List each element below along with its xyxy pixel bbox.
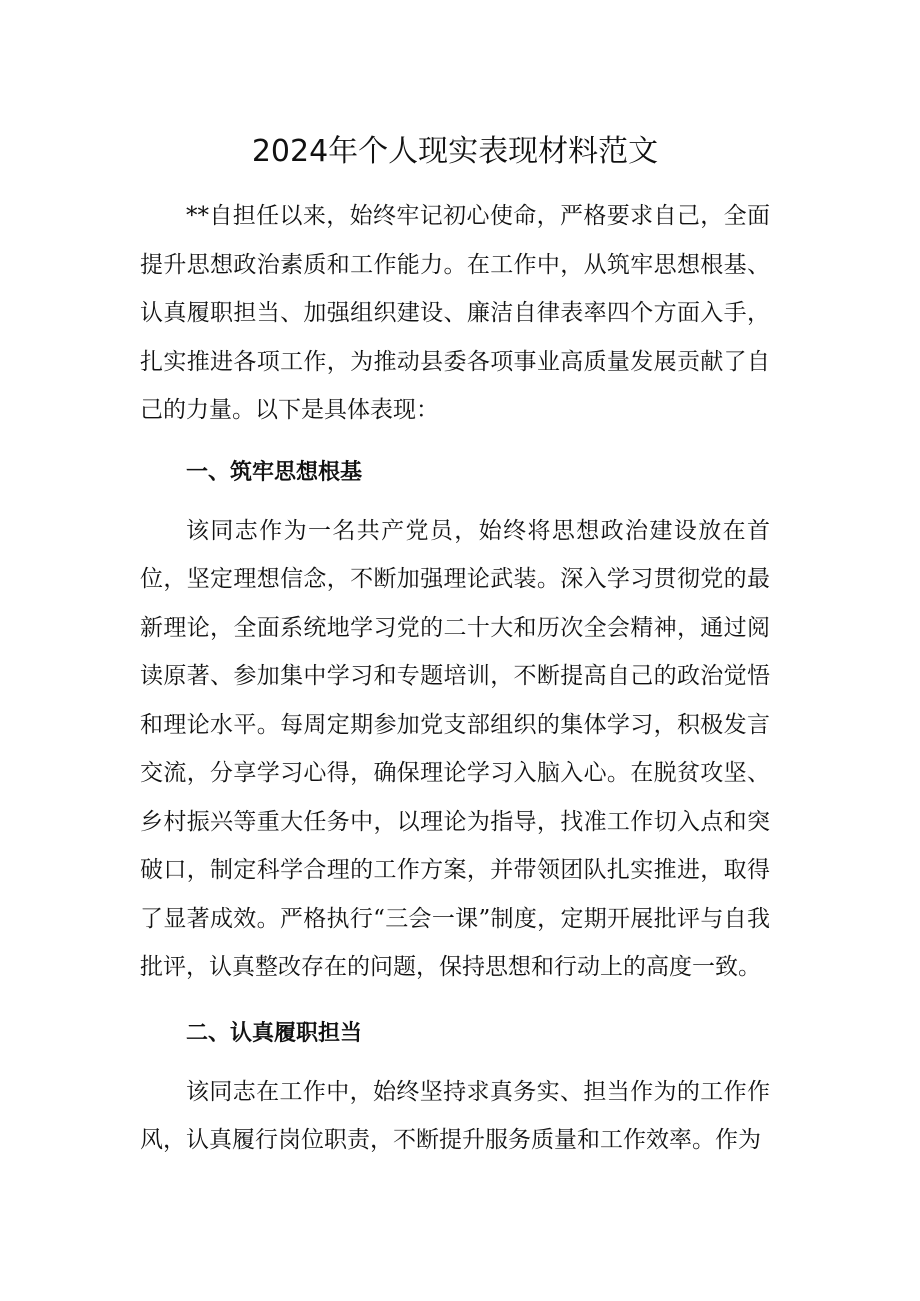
section-heading-2: 二、认真履职担当 xyxy=(186,1020,363,1046)
section-body-1: 该同志作为一名共产党员，始终将思想政治建设放在首位，坚定理想信念，不断加强理论武装。深入学习贯彻党的最新理论，全面系统地学习党的二十大和历次全会精神，通过阅读原著、参加集中学习和专题培训，不断提高自己的政治觉悟和理论水平。每周定期参加党支部组织的集体学习，积极发言交流，分享学习心得，确保理论学习入脑入心。在脱贫攻坚、乡村振兴等重大任务中，以理论为指导，找准工作切入点和突破口，制定科学合理的工作方案，并带领团队扎实推进，取得了显著成效。严格执行“三会一课”制度，定期开展批评与自我批评，认真整改存在的问题，保持思想和行动上的高度一致。 xyxy=(140,517,770,980)
section-body-2: 该同志在工作中，始终坚持求真务实、担当作为的工作作风，认真履行岗位职责，不断提升服务质量和工作效率。作为 xyxy=(140,1078,770,1153)
document-title: 2024年个人现实表现材料范文 xyxy=(251,134,659,169)
intro-paragraph: **自担任以来，始终牢记初心使命，严格要求自己，全面提升思想政治素质和工作能力。在工作中，从筑牢思想根基、认真履职担当、加强组织建设、廉洁自律表率四个方面入手，扎实推进各项工作，为推动县委各项事业高质量发展贡献了自己的力量。以下是具体表现： xyxy=(140,203,770,423)
section-heading-1: 一、筑牢思想根基 xyxy=(186,459,363,485)
document-page xyxy=(140,132,770,1165)
